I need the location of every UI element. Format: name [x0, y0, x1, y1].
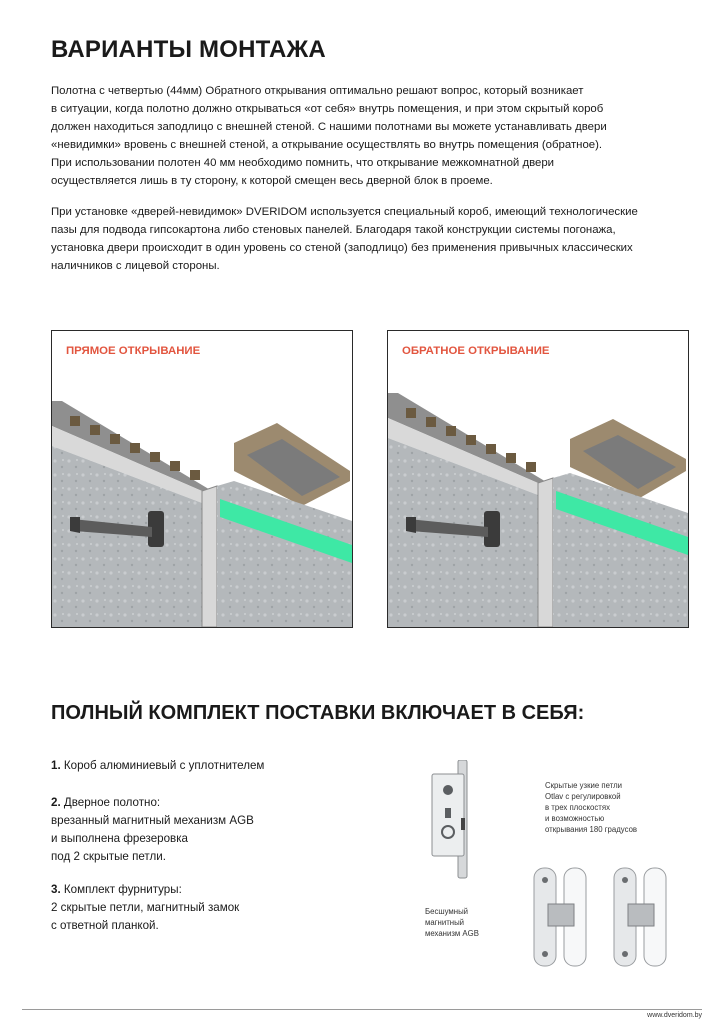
- door-installation-illustration-reverse: [388, 331, 688, 627]
- aluminium-frame: [202, 486, 217, 627]
- panel-label-reverse: ОБРАТНОЕ ОТКРЫВАНИЕ: [402, 345, 550, 357]
- magnetic-lock-image: [428, 760, 478, 880]
- footer-url[interactable]: www.dveridom.by: [647, 1012, 702, 1019]
- kit-item-1: 1. Короб алюминиевый с уплотнителем: [51, 759, 265, 772]
- intro-paragraph-1: Полотна с четвертью (44мм) Обратного открывания оптимально решают вопрос, который возникает в ситуации, когда полотно должно открываться «от себя» внутрь помещения, и при этом скрытый короб должен находиться заподлицо с внешней стеной. С нашими полотнами вы можете устанавливать двери «невидимки» вровень с внешней стеной, а открывание осуществлять во внутрь помещения (обратное). При использовании полотен 40 мм необходимо помнить, что открывание межкомнатной двери осуществляется лишь в ту сторону, к которой смещен весь дверной блок в проеме.: [51, 85, 607, 187]
- intro-paragraph-2: При установке «дверей-невидимок» DVERIDOM используется специальный короб, имеющий технологические пазы для подвода гипсокартона либо стеновых панелей. Благодаря такой конструкции системы погонажа, установка двери происходит в один уровень со стеной (заподлицо) без применения привычных классических наличников с лицевой стороны.: [51, 206, 638, 272]
- hidden-hinge-image-2: [600, 864, 680, 974]
- page-title: ВАРИАНТЫ МОНТАЖА: [51, 36, 326, 63]
- door-leaf-face: [553, 473, 688, 627]
- hidden-hinge-image-1: [520, 864, 600, 974]
- footer-divider: [22, 1009, 702, 1010]
- door-installation-illustration-direct: [52, 331, 352, 627]
- aluminium-frame: [538, 478, 553, 627]
- panel-label-direct: ПРЯМОЕ ОТКРЫВАНИЕ: [66, 345, 201, 357]
- kit-item-2: 2. Дверное полотно: врезанный магнитный механизм AGB и выполнена фрезеровка под 2 скрытые петли.: [51, 796, 254, 863]
- kit-title: ПОЛНЫЙ КОМПЛЕКТ ПОСТАВКИ ВКЛЮЧАЕТ В СЕБЯ:: [51, 702, 585, 724]
- hinge-caption: Скрытые узкие петли Otlav с регулировкой в трех плоскостях и возможностью открывания 180 градусов: [545, 781, 638, 834]
- panel-reverse-opening: [387, 330, 689, 628]
- lock-caption: Бесшумный магнитный механизм AGB: [425, 907, 479, 938]
- kit-item-3: 3. Комплект фурнитуры: 2 скрытые петли, магнитный замок с ответной планкой.: [51, 883, 240, 932]
- panel-direct-opening: [51, 330, 353, 628]
